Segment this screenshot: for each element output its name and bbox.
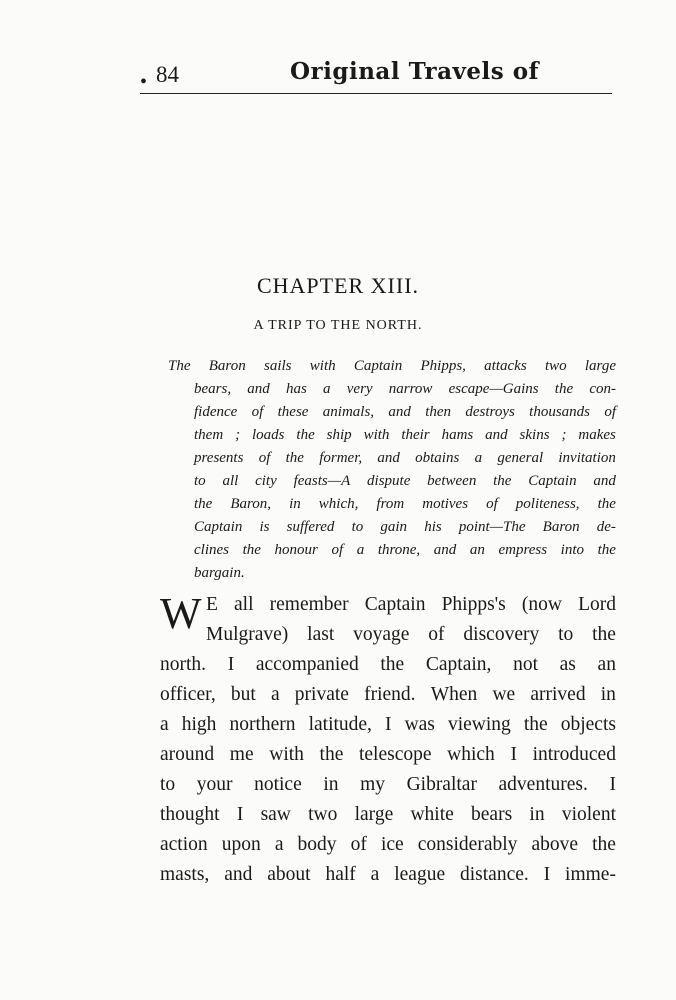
summary-line: them ; loads the ship with their hams and skins ; makes [194,427,616,443]
body-line: a high northern latitude, I was viewing the objects [160,714,616,735]
body-line: around me with the telescope which I introduced [160,744,616,765]
summary-line: Captain is suffered to gain his point—The Baron de- [194,519,616,535]
header-rule [140,93,612,94]
summary-line: presents of the former, and obtains a general invitation [194,450,616,466]
summary-line: to all city feasts—A dispute between the Captain and [194,473,616,489]
chapter-summary [168,355,616,585]
page-number: 84 [156,62,179,87]
body-line: officer, but a private friend. When we arrived in [160,684,616,705]
summary-line: fidence of these animals, and then destroys thousands of [194,404,616,420]
summary-line: clines the honour of a throne, and an empress into the [194,542,616,558]
chapter-heading: CHAPTER XIII. [256,273,420,298]
summary-line: bears, and has a very narrow escape—Gains the con- [194,381,616,397]
summary-line: bargain. [194,565,245,581]
body-line: action upon a body of ice considerably above the [160,834,616,855]
chapter-subtitle: A TRIP TO THE NORTH. [253,318,423,333]
body-line: thought I saw two large white bears in violent [160,804,616,825]
summary-line: the Baron, in which, from motives of politeness, the [194,496,616,512]
summary-line: The Baron sails with Captain Phipps, attacks two large [168,358,616,374]
running-title: Original Travels of [290,58,539,85]
drop-cap: W [160,589,202,638]
header-bullet: • [140,71,148,93]
page-header [140,56,612,96]
body-line: Mulgrave) last voyage of discovery to the [206,624,616,645]
body-text [160,590,616,890]
body-line: E all remember Captain Phipps's (now Lord [206,594,616,615]
body-line: masts, and about half a league distance. I imme- [160,864,616,885]
body-line: to your notice in my Gibraltar adventures. I [160,774,616,795]
body-line: north. I accompanied the Captain, not as an [160,654,616,675]
